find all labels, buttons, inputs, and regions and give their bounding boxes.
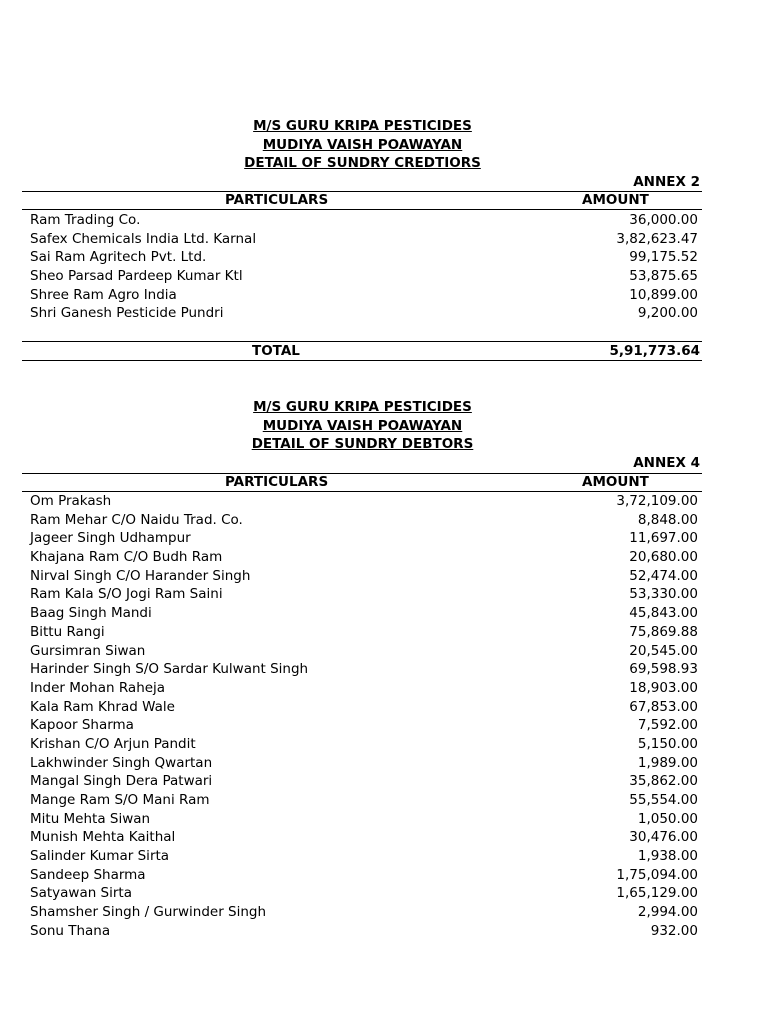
row-amount: 8,848.00 <box>637 511 698 528</box>
row-particulars: Lakhwinder Singh Qwartan <box>30 754 213 771</box>
row-amount: 35,862.00 <box>629 773 698 790</box>
row-amount: 10,899.00 <box>629 286 698 303</box>
table-row <box>0 828 768 847</box>
table-row <box>0 548 768 567</box>
table-row <box>0 735 768 754</box>
table-row <box>0 716 768 735</box>
table-row <box>0 754 768 773</box>
row-amount: 69,598.93 <box>629 661 698 678</box>
creditors-total-amount: 5,91,773.64 <box>609 343 700 359</box>
table-row <box>0 492 768 511</box>
row-amount: 2,994.00 <box>637 904 698 921</box>
row-particulars: Safex Chemicals India Ltd. Karnal <box>30 230 257 247</box>
debtors-annex-label: ANNEX 4 <box>633 455 700 471</box>
row-particulars: Harinder Singh S/O Sardar Kulwant Singh <box>30 661 309 678</box>
creditors-total-bottom-rule <box>22 360 702 361</box>
row-amount: 1,75,094.00 <box>616 866 698 883</box>
debtors-heading: DETAIL OF SUNDRY DEBTORS <box>251 436 474 452</box>
row-amount: 1,938.00 <box>637 848 698 865</box>
table-row <box>0 230 768 249</box>
row-amount: 1,65,129.00 <box>616 885 698 902</box>
table-row <box>0 604 768 623</box>
debtors-particulars-header: PARTICULARS <box>225 474 329 490</box>
row-amount: 3,82,623.47 <box>616 230 698 247</box>
row-amount: 30,476.00 <box>629 829 698 846</box>
row-particulars: Sai Ram Agritech Pvt. Ltd. <box>30 249 207 266</box>
row-amount: 53,330.00 <box>629 586 698 603</box>
table-row <box>0 248 768 267</box>
row-particulars: Inder Mohan Raheja <box>30 679 166 696</box>
table-row <box>0 623 768 642</box>
row-particulars: Baag Singh Mandi <box>30 605 152 622</box>
row-amount: 99,175.52 <box>629 249 698 266</box>
row-particulars: Ram Mehar C/O Naidu Trad. Co. <box>30 511 243 528</box>
row-amount: 18,903.00 <box>629 679 698 696</box>
creditors-total-top-rule <box>22 341 702 342</box>
row-particulars: Om Prakash <box>30 493 112 509</box>
row-amount: 36,000.00 <box>629 212 698 228</box>
table-row <box>0 567 768 586</box>
row-particulars: Mange Ram S/O Mani Ram <box>30 792 210 808</box>
table-row <box>0 866 768 885</box>
debtors-location-title: MUDIYA VAISH POAWAYAN <box>262 417 463 434</box>
row-amount: 1,050.00 <box>637 810 698 827</box>
creditors-total-label: TOTAL <box>252 343 300 359</box>
row-particulars: Shri Ganesh Pesticide Pundri <box>30 305 224 322</box>
creditors-location-title: MUDIYA VAISH POAWAYAN <box>262 136 463 153</box>
row-particulars: Sandeep Sharma <box>30 866 146 883</box>
row-amount: 932.00 <box>650 922 698 939</box>
table-row <box>0 884 768 903</box>
creditors-amount-header: AMOUNT <box>582 192 649 208</box>
table-row <box>0 903 768 922</box>
table-row <box>0 511 768 530</box>
row-particulars: Shree Ram Agro India <box>30 286 177 303</box>
row-amount: 7,592.00 <box>637 717 698 734</box>
creditors-table-body <box>0 211 768 323</box>
row-amount: 53,875.65 <box>629 268 698 285</box>
creditors-header-bottom-rule <box>22 209 702 210</box>
row-particulars: Ram Kala S/O Jogi Ram Saini <box>30 586 223 603</box>
table-row <box>0 286 768 305</box>
row-particulars: Khajana Ram C/O Budh Ram <box>30 549 223 566</box>
row-particulars: Sonu Thana <box>30 922 111 939</box>
table-row <box>0 585 768 604</box>
row-amount: 45,843.00 <box>629 605 698 622</box>
row-particulars: Jageer Singh Udhampur <box>30 530 191 547</box>
row-amount: 75,869.88 <box>629 623 698 640</box>
row-amount: 9,200.00 <box>637 305 698 322</box>
table-row <box>0 267 768 286</box>
row-particulars: Salinder Kumar Sirta <box>30 848 170 865</box>
row-particulars: Kala Ram Khrad Wale <box>30 698 175 715</box>
row-particulars: Nirval Singh C/O Harander Singh <box>30 567 251 584</box>
row-amount: 55,554.00 <box>629 792 698 808</box>
row-amount: 11,697.00 <box>629 530 698 547</box>
row-particulars: Kapoor Sharma <box>30 717 134 734</box>
table-row <box>0 698 768 717</box>
table-row <box>0 810 768 829</box>
row-amount: 52,474.00 <box>629 567 698 584</box>
table-row <box>0 529 768 548</box>
row-amount: 67,853.00 <box>629 698 698 715</box>
row-amount: 1,989.00 <box>637 754 698 771</box>
table-row <box>0 772 768 791</box>
row-particulars: Sheo Parsad Pardeep Kumar Ktl <box>30 268 243 285</box>
row-amount: 5,150.00 <box>637 735 698 752</box>
table-row <box>0 847 768 866</box>
debtors-company-title: M/S GURU KRIPA PESTICIDES <box>253 399 472 415</box>
creditors-heading: DETAIL OF SUNDRY CREDTIORS <box>244 155 481 171</box>
row-particulars: Mangal Singh Dera Patwari <box>30 773 213 790</box>
row-particulars: Munish Mehta Kaithal <box>30 829 176 846</box>
creditors-annex-label: ANNEX 2 <box>633 174 700 190</box>
row-amount: 20,545.00 <box>629 642 698 659</box>
row-particulars: Ram Trading Co. <box>30 212 141 228</box>
row-particulars: Satyawan Sirta <box>30 885 132 902</box>
debtors-amount-header: AMOUNT <box>582 474 649 490</box>
table-row <box>0 679 768 698</box>
debtors-table-body <box>0 492 768 941</box>
row-amount: 20,680.00 <box>629 549 698 566</box>
table-row <box>0 791 768 810</box>
table-row <box>0 660 768 679</box>
row-particulars: Mitu Mehta Siwan <box>30 810 151 827</box>
table-row <box>0 922 768 941</box>
row-particulars: Bittu Rangi <box>30 623 105 640</box>
row-particulars: Krishan C/O Arjun Pandit <box>30 735 196 752</box>
creditors-particulars-header: PARTICULARS <box>225 192 329 208</box>
table-row <box>0 304 768 323</box>
row-particulars: Gursimran Siwan <box>30 642 146 659</box>
table-row <box>0 642 768 661</box>
row-amount: 3,72,109.00 <box>616 493 698 509</box>
row-particulars: Shamsher Singh / Gurwinder Singh <box>30 904 267 921</box>
table-row <box>0 211 768 230</box>
creditors-company-title: M/S GURU KRIPA PESTICIDES <box>253 118 472 134</box>
